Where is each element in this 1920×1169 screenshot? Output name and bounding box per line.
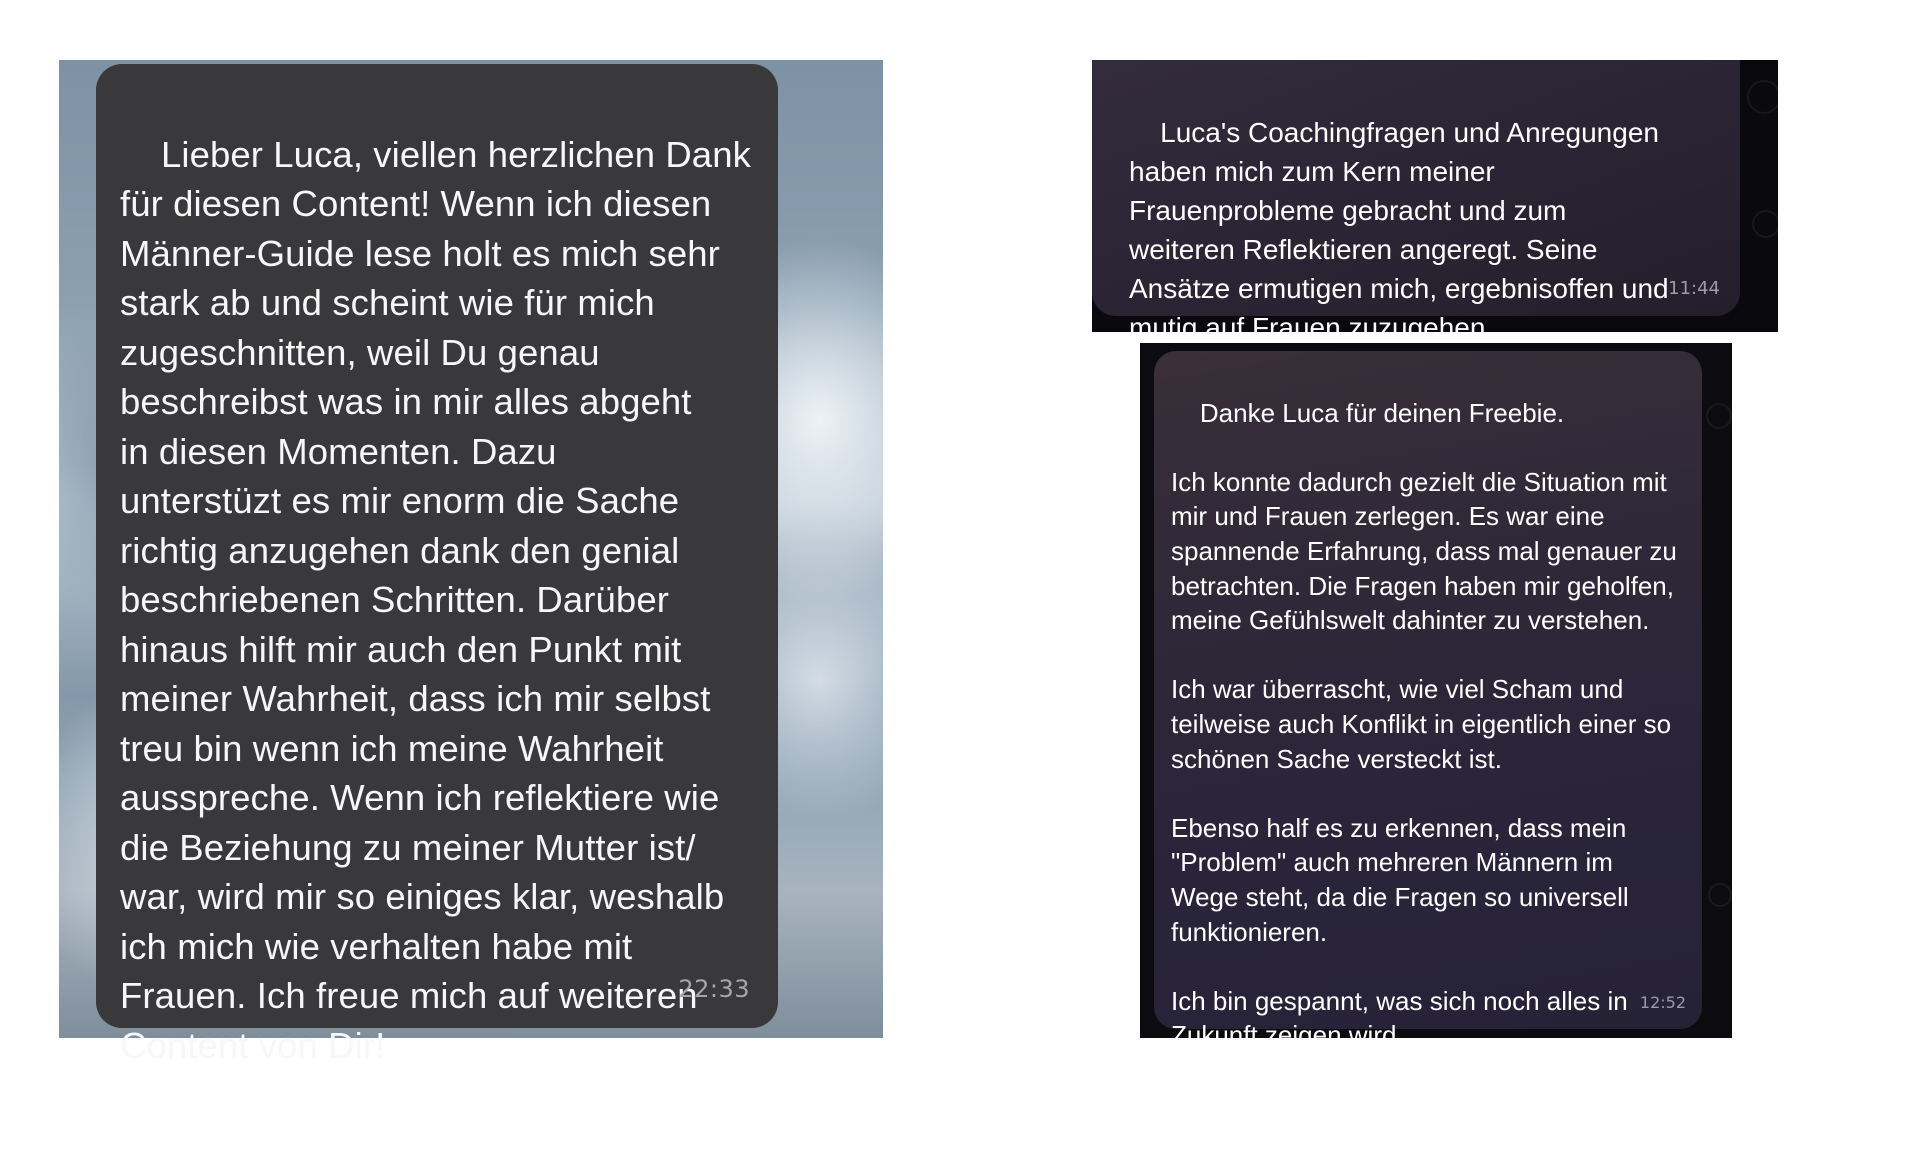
wallpaper-doodle [1708, 883, 1732, 907]
wallpaper-doodle [1747, 80, 1781, 114]
message-bubble [1092, 60, 1740, 343]
message-text: Luca's Coachingfragen und Anregungen haben mich zum Kern meiner Frauenprobleme gebracht und zum weiteren Reflektieren angeregt. Seine Ansätze ermutigen mich, ergebnisoffen und mutig auf Frauen zuzugehen. [1129, 117, 1669, 343]
testimonial-screenshot-left [59, 60, 883, 1066]
testimonial-screenshot-top-right [1092, 60, 1778, 343]
message-timestamp: 11:44 [1668, 278, 1720, 299]
message-bubble [1154, 351, 1702, 1051]
wallpaper-doodle [1706, 403, 1732, 429]
message-timestamp: 12:52 [1639, 993, 1686, 1013]
message-text: Danke Luca für deinen Freebie. Ich konnte dadurch gezielt die Situation mit mir und Frauen zerlegen. Es war eine spannende Erfahrung, dass mal genauer zu betrachten. Die Fragen haben mir geholfen, meine Gefühlswelt dahinter zu verstehen. Ich war überrascht, wie viel Scham und teilweise auch Konflikt in eigentlich einer so schönen Sache versteckt ist. Ebenso half es zu erkennen, dass mein "Problem" auch mehreren Männern im Wege steht, da die Fragen so universell funktionieren. Ich bin gespannt, was sich noch alles in Zukunft zeigen wird. [1171, 397, 1677, 1051]
message-text: Lieber Luca, viellen herzlichen Dank für diesen Content! Wenn ich diesen Männer-Guide lese holt es mich sehr stark ab und scheint wie für mich zugeschnitten, weil Du genau beschreibst was in mir alles abgeht in diesen Momenten. Dazu unterstüzt es mir enorm die Sache richtig anzugehen dank den genial beschriebenen Schritten. Darüber hinaus hilft mir auch den Punkt mit meiner Wahrheit, dass ich mir selbst treu bin wenn ich meine Wahrheit ausspreche. Wenn ich reflektiere wie die Beziehung zu meiner Mutter ist/ war, wird mir so einiges klar, weshalb ich mich wie verhalten habe mit Frauen. Ich freue mich auf weiteren Content von Dir! [120, 133, 751, 1066]
testimonial-screenshot-bottom-right [1140, 343, 1732, 1051]
message-bubble [96, 64, 778, 1066]
message-timestamp: 22:33 [678, 974, 750, 1003]
wallpaper-doodle [1752, 210, 1780, 238]
